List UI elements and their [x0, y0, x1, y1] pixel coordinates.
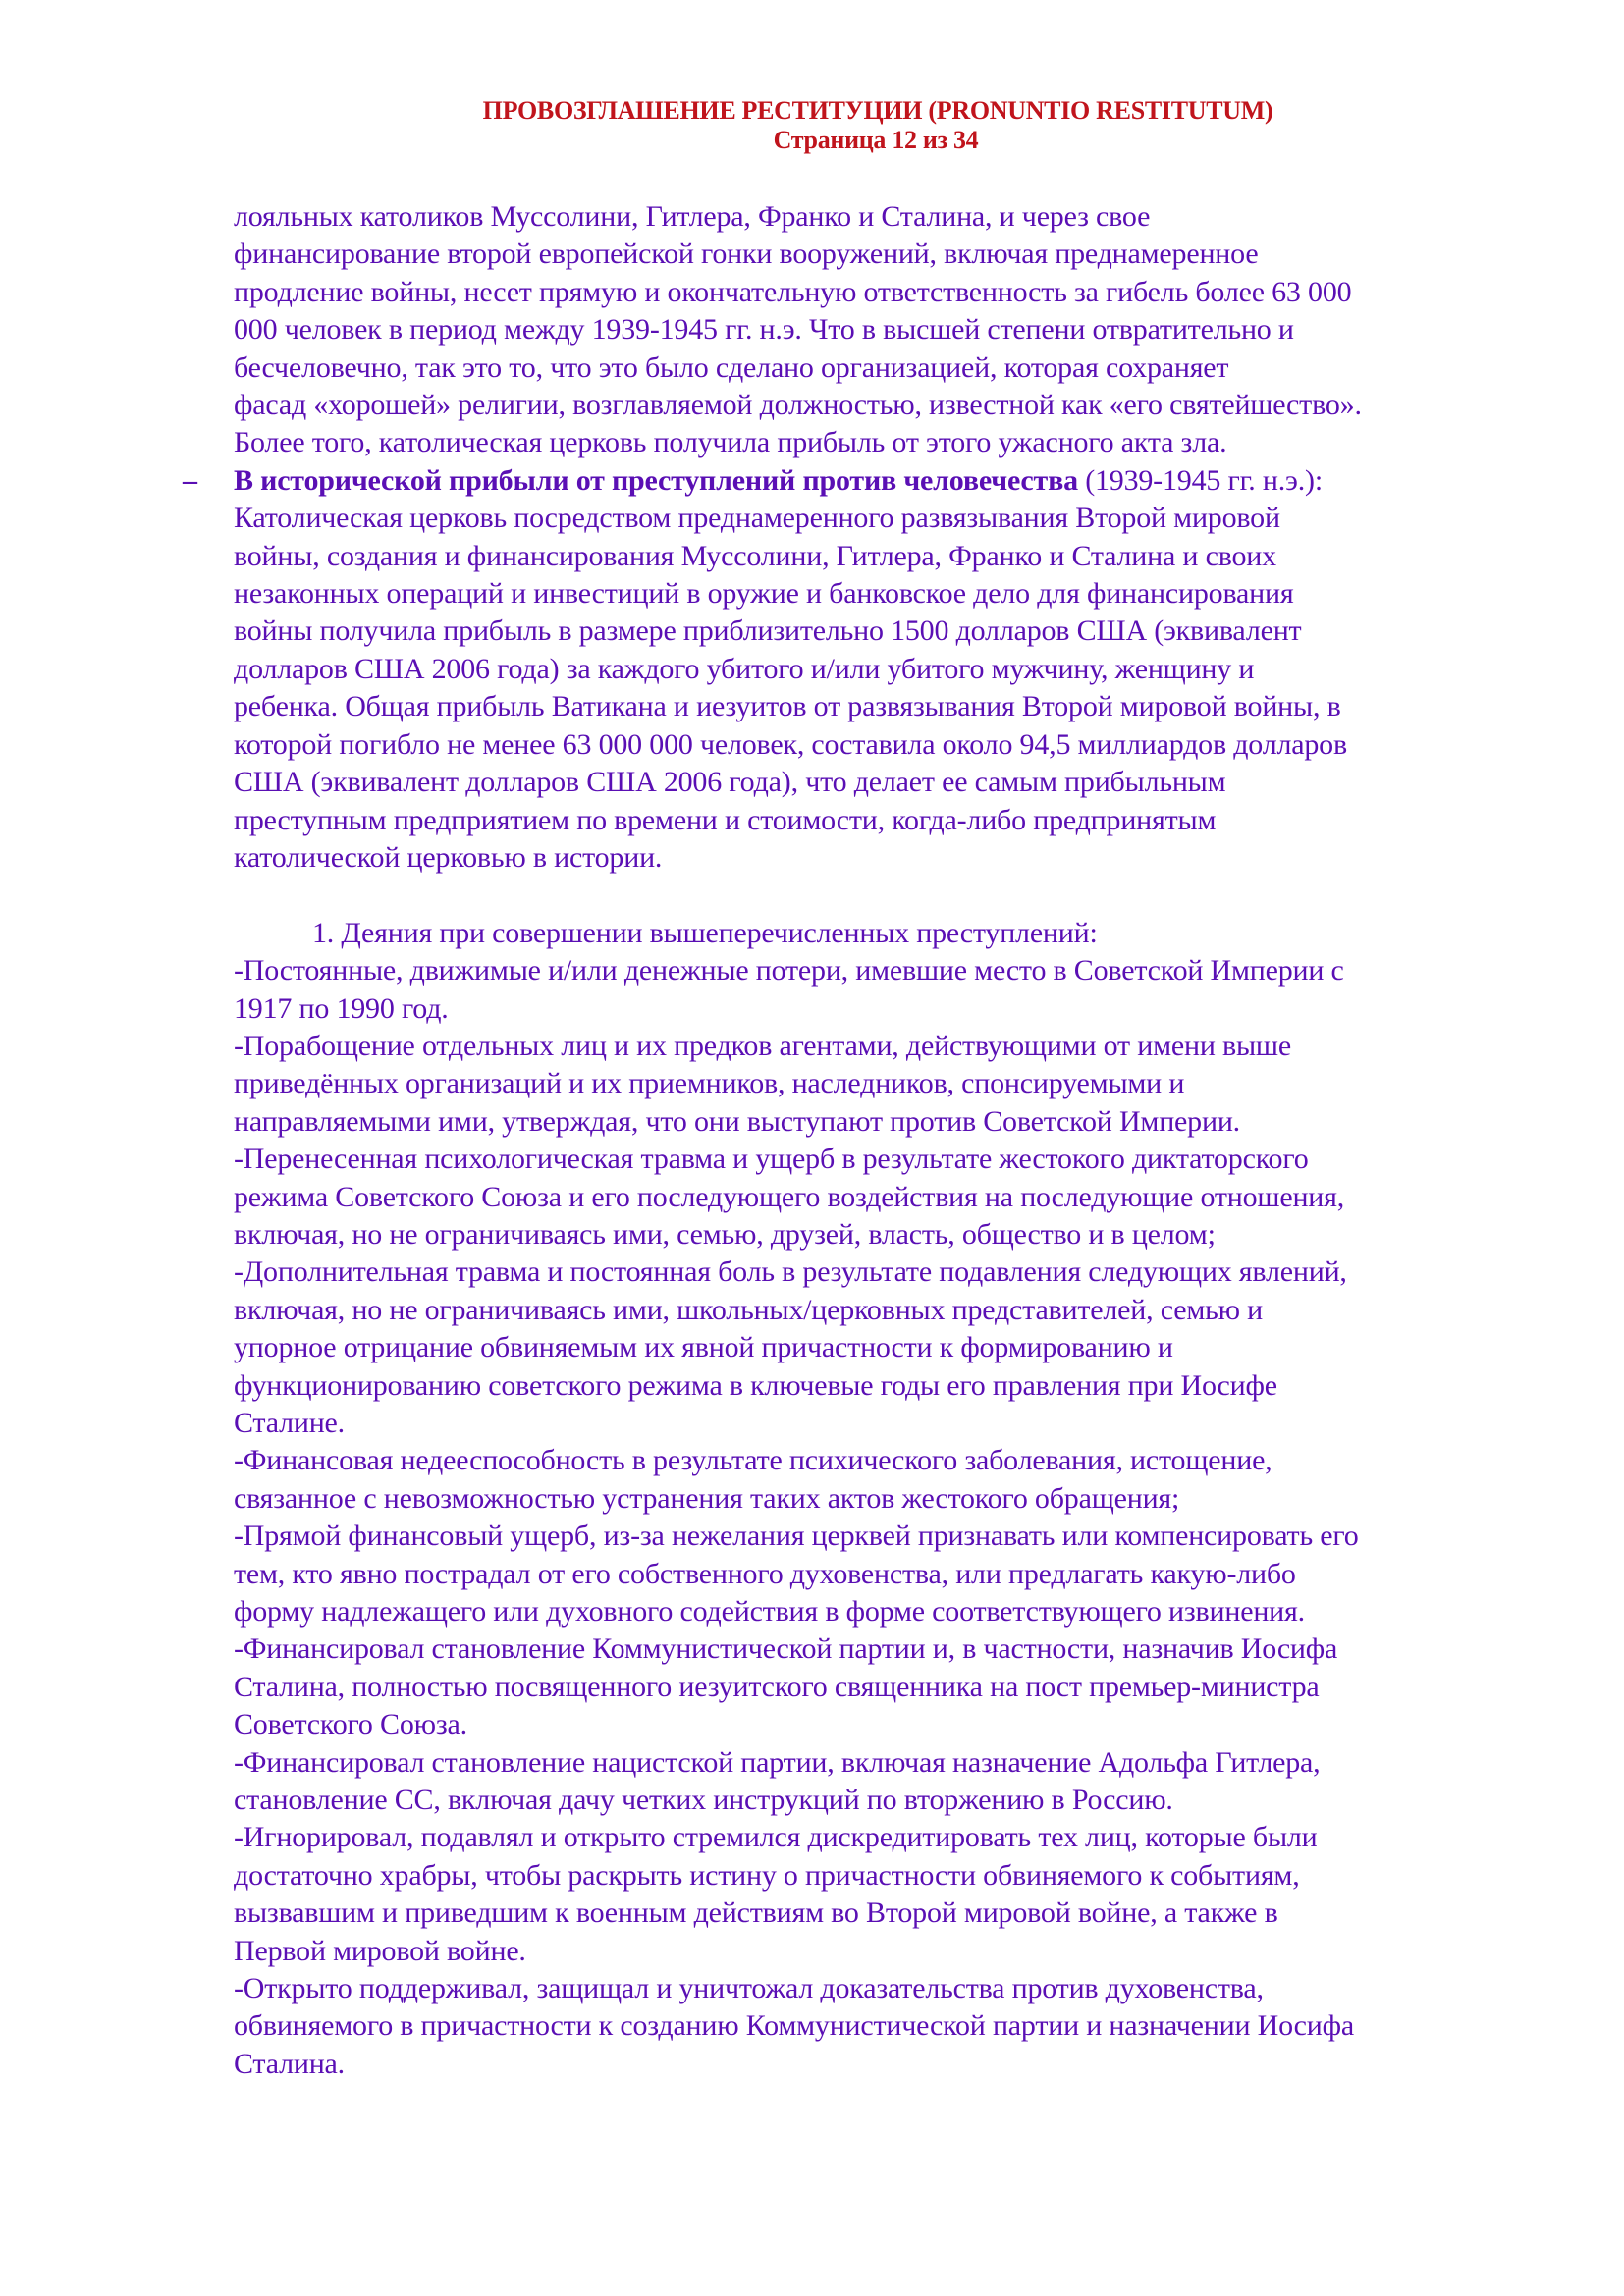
text-line: становление СС, включая дачу четких инструкций по вторжению в Россию.	[234, 1784, 1173, 1817]
act-list-item	[234, 1442, 1540, 1518]
text-line: направляемыми ими, утверждая, что они выступают против Советской Империи.	[234, 1104, 1240, 1138]
text-line: связанное с невозможностью устранения таких актов жестокого обращения;	[234, 1481, 1180, 1515]
blank-line	[234, 877, 1540, 914]
text-line: -Порабощение отдельных лиц и их предков агентами, действующими от имени выше	[234, 1029, 1291, 1062]
text-line: Советского Союза.	[234, 1708, 467, 1741]
text-line: достаточно храбры, чтобы раскрыть истину о причастности обвиняемого к событиям,	[234, 1858, 1300, 1892]
text-line: -Финансировал становление Коммунистической партии и, в частности, назначив Иосифа	[234, 1632, 1338, 1666]
act-list-item	[234, 1518, 1540, 1630]
text-line: -Перенесенная психологическая травма и ущерб в результате жестокого диктаторского	[234, 1143, 1309, 1176]
text-line: преступным предприятием по времени и стоимости, когда-либо предпринятым	[234, 803, 1217, 836]
act-list-item	[234, 1141, 1540, 1254]
text-line: обвиняемого в причастности к созданию Коммунистической партии и назначении Иосифа	[234, 2009, 1354, 2043]
page-header	[0, 96, 1624, 155]
bullet-dash-icon: –	[183, 463, 197, 497]
text-line: -Финансировал становление нацистской партии, включая назначение Адольфа Гитлера,	[234, 1745, 1321, 1779]
text-line: долларов США 2006 года) за каждого убитого и/или убитого мужчину, женщину и	[234, 652, 1255, 685]
act-list-item	[234, 952, 1540, 1028]
text-line: финансирование второй европейской гонки вооружений, включая преднамеренное	[234, 238, 1259, 271]
document-title: ПРОВОЗГЛАШЕНИЕ РЕСТИТУЦИИ (PRONUNTIO RESTITUTUM)	[482, 96, 1273, 125]
text-line: войны, создания и финансирования Муссолини, Гитлера, Франко и Сталина и своих	[234, 539, 1276, 572]
text-line: функционированию советского режима в ключевые годы его правления при Иосифе	[234, 1368, 1277, 1402]
text-line: войны получила прибыль в размере приблизительно 1500 долларов США (эквивалент	[234, 614, 1302, 648]
text-line: режима Советского Союза и его последующего воздействия на последующие отношения,	[234, 1180, 1345, 1213]
text-line: католической церковью в истории.	[234, 840, 663, 874]
text-line: приведённых организаций и их приемников, наследников, спонсируемыми и	[234, 1067, 1185, 1100]
text-line: 000 человек в период между 1939-1945 гг. н.э. Что в высшей степени отвратительно и	[234, 313, 1294, 347]
bullet-heading: В исторической прибыли от преступлений против человечества	[234, 463, 1078, 497]
text-line: незаконных операций и инвестиций в оружие и банковское дело для финансирования	[234, 577, 1294, 611]
text-line: Более того, католическая церковь получила прибыль от этого ужасного акта зла.	[234, 426, 1227, 459]
text-line: -Постоянные, движимые и/или денежные потери, имевшие место в Советской Империи с	[234, 954, 1344, 988]
act-list-item	[234, 1028, 1540, 1141]
text-line: -Игнорировал, подавлял и открыто стремился дискредитировать тех лиц, которые были	[234, 1821, 1318, 1854]
text-line: Сталина, полностью посвященного иезуитского священника на пост премьер-министра	[234, 1670, 1320, 1703]
text-line: Сталине.	[234, 1406, 345, 1439]
act-list-item	[234, 1630, 1540, 1743]
act-list-item	[234, 1819, 1540, 1970]
text-line: 1917 по 1990 год.	[234, 991, 449, 1025]
text-line: продление войны, несет прямую и окончательную ответственность за гибель более 63 000	[234, 275, 1352, 308]
text-line: бесчеловечно, так это то, что это было сделано организацией, которая сохраняет	[234, 350, 1229, 384]
text-line: фасад «хорошей» религии, возглавляемой должностью, известной как «его святейшество».	[234, 389, 1362, 422]
page-indicator: Страница 12 из 34	[773, 126, 979, 154]
text-line: ребенка. Общая прибыль Ватикана и иезуитов от развязывания Второй мировой войны, в	[234, 690, 1341, 723]
act-list-item	[234, 1744, 1540, 1820]
text-line: лояльных католиков Муссолини, Гитлера, Франко и Сталина, и через свое	[234, 200, 1151, 233]
text-line: Католическая церковь посредством преднамеренного развязывания Второй мировой	[234, 502, 1280, 535]
text-line: -Финансовая недееспособность в результате психического заболевания, истощение,	[234, 1444, 1272, 1477]
acts-list	[234, 952, 1540, 2083]
text-line: включая, но не ограничиваясь ими, школьных/церковных представителей, семью и	[234, 1293, 1263, 1326]
bullet-item-historical-profit	[183, 462, 1540, 877]
intro-paragraph	[234, 198, 1540, 462]
text-line: Сталина.	[234, 2047, 345, 2080]
text-line: упорное отрицание обвиняемым их явной причастности к формированию и	[234, 1331, 1173, 1364]
text-line: Первой мировой войне.	[234, 1934, 526, 1967]
text-line: -Открыто поддерживал, защищал и уничтожал доказательства против духовенства,	[234, 1972, 1264, 2005]
text-line: которой погибло не менее 63 000 000 человек, составила около 94,5 миллиардов долларов	[234, 727, 1347, 761]
text-line: -Прямой финансовый ущерб, из-за нежелания церквей признавать или компенсировать его	[234, 1520, 1359, 1553]
section-heading: 1. Деяния при совершении вышеперечисленных преступлений:	[312, 916, 1098, 949]
act-list-item	[234, 1970, 1540, 2083]
text-line: включая, но не ограничиваясь ими, семью, друзей, власть, общество и в целом;	[234, 1217, 1216, 1251]
text-line: тем, кто явно пострадал от его собственного духовенства, или предлагать какую-либо	[234, 1557, 1296, 1590]
text-line: форму надлежащего или духовного содействия в форме соответствующего извинения.	[234, 1595, 1305, 1629]
document-body	[183, 198, 1540, 2083]
acts-section	[234, 915, 1540, 2084]
bullet-heading-suffix: (1939-1945 гг. н.э.):	[1077, 463, 1323, 497]
act-list-item	[234, 1254, 1540, 1442]
bullet-heading-line	[234, 462, 1540, 500]
text-line: США (эквивалент долларов США 2006 года), что делает ее самым прибыльным	[234, 766, 1226, 799]
text-line: вызвавшим и приведшим к военным действиям во Второй мировой войне, а также в	[234, 1896, 1278, 1930]
text-line: -Дополнительная травма и постоянная боль в результате подавления следующих явлений,	[234, 1255, 1347, 1289]
